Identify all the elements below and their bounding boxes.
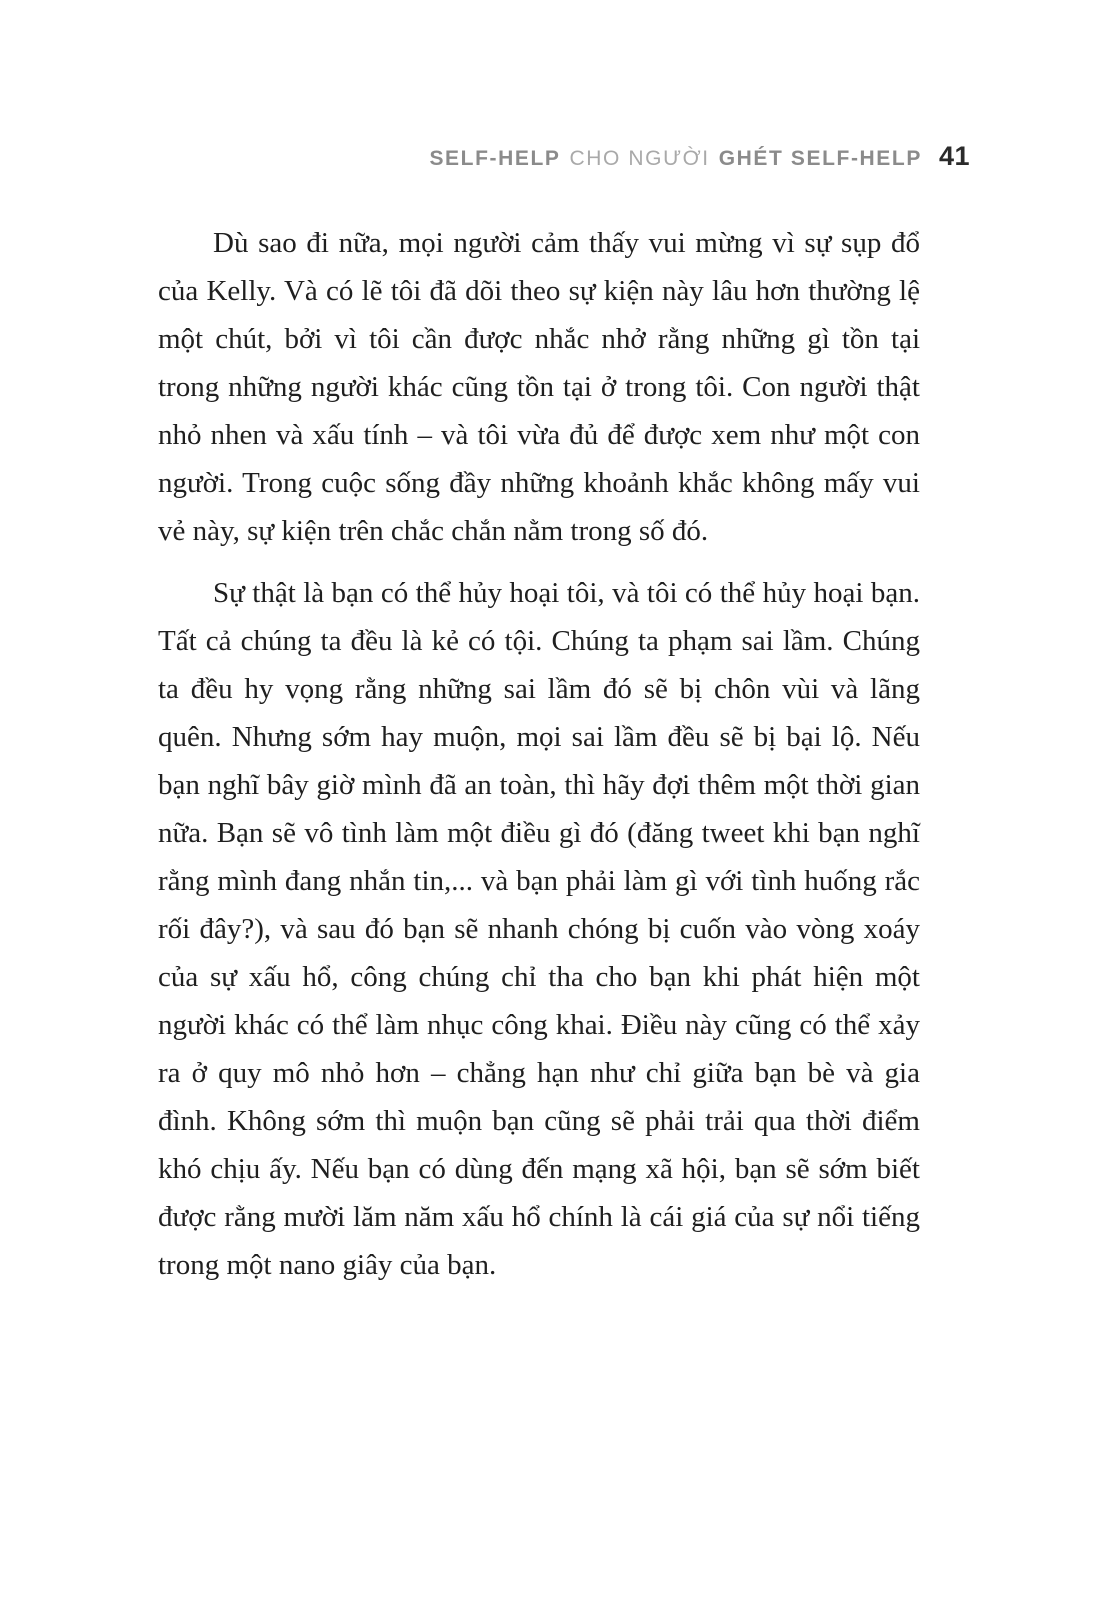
- header-title-part-2: CHO NGƯỜI: [569, 147, 710, 170]
- paragraph-1: Dù sao đi nữa, mọi người cảm thấy vui mừng vì sự sụp đổ của Kelly. Và có lẽ tôi đã dõi theo sự kiện này lâu hơn thường lệ một chút, bởi vì tôi cần được nhắc nhở rằng những gì tồn tại trong những người khác cũng tồn tại ở trong tôi. Con người thật nhỏ nhen và xấu tính – và tôi vừa đủ để được xem như một con người. Trong cuộc sống đầy những khoảnh khắc không mấy vui vẻ này, sự kiện trên chắc chắn nằm trong số đó.: [158, 227, 920, 547]
- header-title-part-1: SELF-HELP: [429, 147, 561, 170]
- page-body: [158, 219, 920, 1289]
- paragraph-2: Sự thật là bạn có thể hủy hoại tôi, và tôi có thể hủy hoại bạn. Tất cả chúng ta đều là kẻ có tội. Chúng ta phạm sai lầm. Chúng ta đều hy vọng rằng những sai lầm đó sẽ bị chôn vùi và lãng quên. Nhưng sớm hay muộn, mọi sai lầm đều sẽ bị bại lộ. Nếu bạn nghĩ bây giờ mình đã an toàn, thì hãy đợi thêm một thời gian nữa. Bạn sẽ vô tình làm một điều gì đó (đăng tweet khi bạn nghĩ rằng mình đang nhắn tin,... và bạn phải làm gì với tình huống rắc rối đây?), và sau đó bạn sẽ nhanh chóng bị cuốn vào vòng xoáy của sự xấu hổ, công chúng chỉ tha cho bạn khi phát hiện một người khác có thể làm nhục công khai. Điều này cũng có thể xảy ra ở quy mô nhỏ hơn – chẳng hạn như chỉ giữa bạn bè và gia đình. Không sớm thì muộn bạn cũng sẽ phải trải qua thời điểm khó chịu ấy. Nếu bạn có dùng đến mạng xã hội, bạn sẽ sớm biết được rằng mười lăm năm xấu hổ chính là cái giá của sự nổi tiếng trong một nano giây của bạn.: [158, 577, 920, 1281]
- header-title-part-3: GHÉT SELF-HELP: [718, 147, 922, 170]
- page-number: 41: [938, 141, 970, 171]
- page-header: [429, 141, 970, 172]
